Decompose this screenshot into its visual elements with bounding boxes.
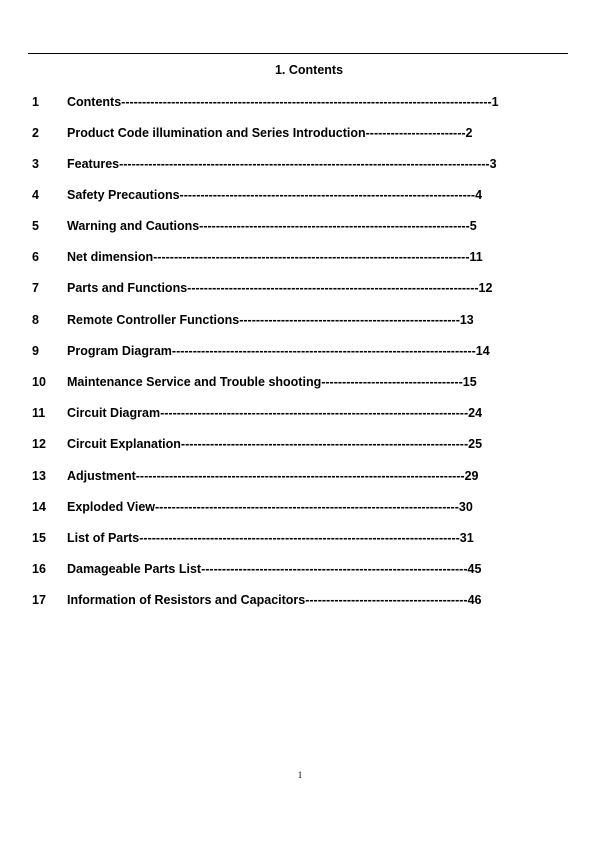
toc-entry-number: 4 xyxy=(32,188,39,202)
toc-entry-label xyxy=(67,249,529,265)
toc-entry-number: 12 xyxy=(32,437,46,451)
toc-entry-page: 12 xyxy=(478,281,493,295)
toc-entry xyxy=(0,343,595,359)
toc-entry-page: 30 xyxy=(458,500,473,514)
toc-entry-label xyxy=(67,468,529,484)
toc-dot-leader: ------------------------------------------------------------------------------- xyxy=(135,469,465,483)
toc-dot-leader: ---------------------------------------------------------------------- xyxy=(187,281,479,295)
toc-entry xyxy=(0,94,595,110)
page-title: 1. Contents xyxy=(274,63,344,77)
toc-entry xyxy=(0,499,595,515)
toc-entry-title: Features xyxy=(67,157,120,171)
toc-dot-leader: -------------------------------------------------------------------------- xyxy=(160,406,469,420)
toc-dot-leader: ------------------------------------------------------------------------- xyxy=(171,344,476,358)
toc-entry-number: 1 xyxy=(32,95,39,109)
toc-entry xyxy=(0,218,595,234)
toc-entry-label xyxy=(67,280,529,296)
toc-dot-leader: ----------------------------------------------------------------------- xyxy=(179,188,476,202)
toc-entry-label xyxy=(67,530,529,546)
toc-entry-title: Product Code illumination and Series Introduction xyxy=(67,126,366,140)
toc-entry xyxy=(0,187,595,203)
toc-dot-leader: ----------------------------------------------------------------------------------------- xyxy=(121,95,492,109)
toc-entry-label xyxy=(67,343,529,359)
toc-entry-title: Net dimension xyxy=(67,250,154,264)
toc-entry-title: Safety Precautions xyxy=(67,188,180,202)
toc-entry-number: 5 xyxy=(32,219,39,233)
toc-entry-number: 17 xyxy=(32,593,46,607)
toc-entry-title: Circuit Explanation xyxy=(67,437,181,451)
toc-entry-page: 5 xyxy=(469,219,477,233)
toc-entry-number: 9 xyxy=(32,344,39,358)
toc-entry-title: Maintenance Service and Trouble shooting xyxy=(67,375,322,389)
toc-entry-page: 24 xyxy=(468,406,483,420)
toc-entry-title: List of Parts xyxy=(67,531,140,545)
toc-entry-title: Circuit Diagram xyxy=(67,406,161,420)
toc-entry-label xyxy=(67,125,529,141)
toc-entry xyxy=(0,468,595,484)
toc-entry-title: Program Diagram xyxy=(67,344,172,358)
toc-dot-leader: ----------------------------------------------------------------- xyxy=(199,219,470,233)
toc-entry-page: 13 xyxy=(459,313,474,327)
footer-page-number: 1 xyxy=(297,770,303,780)
toc-entry-page: 3 xyxy=(489,157,497,171)
toc-dot-leader: ---------------------------------------------------------------------------- xyxy=(153,250,470,264)
toc-dot-leader: ---------------------------------------------------------------- xyxy=(201,562,468,576)
toc-entry-page: 1 xyxy=(491,95,499,109)
toc-entry-title: Exploded View xyxy=(67,500,155,514)
toc-entry-title: Information of Resistors and Capacitors xyxy=(67,593,306,607)
toc-entry-label xyxy=(67,218,529,234)
toc-entry-label xyxy=(67,405,529,421)
toc-entry xyxy=(0,374,595,390)
toc-entry-page: 15 xyxy=(462,375,477,389)
toc-dot-leader: --------------------------------------------------------------------- xyxy=(180,437,469,451)
toc-entry-label xyxy=(67,561,529,577)
toc-entry-title: Adjustment xyxy=(67,469,136,483)
toc-entry-number: 13 xyxy=(32,469,46,483)
toc-entry-number: 3 xyxy=(32,157,39,171)
toc-entry-page: 2 xyxy=(465,126,473,140)
toc-entry-title: Damageable Parts List xyxy=(67,562,202,576)
toc-entry-number: 2 xyxy=(32,126,39,140)
toc-entry-label xyxy=(67,374,529,390)
toc-dot-leader: ------------------------ xyxy=(365,126,466,140)
toc-entry xyxy=(0,156,595,172)
toc-dot-leader: ----------------------------------------------------- xyxy=(239,313,460,327)
toc-entry-label xyxy=(67,312,529,328)
toc-dot-leader: ------------------------------------------------------------------------- xyxy=(155,500,459,514)
toc-entry-page: 14 xyxy=(475,344,490,358)
toc-entry-page: 46 xyxy=(467,593,482,607)
toc-dot-leader: --------------------------------------- xyxy=(305,593,468,607)
toc-entry xyxy=(0,312,595,328)
toc-entry-label xyxy=(67,436,529,452)
toc-entry-number: 11 xyxy=(32,406,46,420)
toc-entry xyxy=(0,125,595,141)
toc-dot-leader: ----------------------------------------------------------------------------------------- xyxy=(119,157,490,171)
toc-entry-number: 14 xyxy=(32,500,46,514)
toc-dot-leader: ---------------------------------- xyxy=(321,375,463,389)
toc-entry-label xyxy=(67,499,529,515)
toc-entry xyxy=(0,436,595,452)
toc-entry-page: 11 xyxy=(469,250,483,264)
toc-entry-page: 4 xyxy=(475,188,483,202)
toc-entry-number: 8 xyxy=(32,313,39,327)
toc-entry-number: 7 xyxy=(32,281,39,295)
toc-entry-page: 45 xyxy=(467,562,482,576)
toc-entry-title: Warning and Cautions xyxy=(67,219,200,233)
toc-entry-label xyxy=(67,187,529,203)
toc-entry-number: 10 xyxy=(32,375,46,389)
toc-entry xyxy=(0,249,595,265)
toc-entry-page: 29 xyxy=(464,469,479,483)
toc-entry-title: Parts and Functions xyxy=(67,281,188,295)
toc-entry-label xyxy=(67,156,529,172)
toc-entry-number: 16 xyxy=(32,562,46,576)
toc-entry-title: Remote Controller Functions xyxy=(67,313,240,327)
toc-entry xyxy=(0,561,595,577)
toc-entry xyxy=(0,592,595,608)
toc-entry-number: 6 xyxy=(32,250,39,264)
toc-entry-page: 25 xyxy=(468,437,483,451)
toc-entry xyxy=(0,280,595,296)
toc-entry-title: Contents xyxy=(67,95,122,109)
toc-entry xyxy=(0,405,595,421)
toc-entry-page: 31 xyxy=(459,531,474,545)
toc-entry xyxy=(0,530,595,546)
toc-dot-leader: ----------------------------------------------------------------------------- xyxy=(139,531,460,545)
toc-entry-number: 15 xyxy=(32,531,46,545)
toc-entry-label xyxy=(67,592,529,608)
toc-entry-label xyxy=(67,94,529,110)
